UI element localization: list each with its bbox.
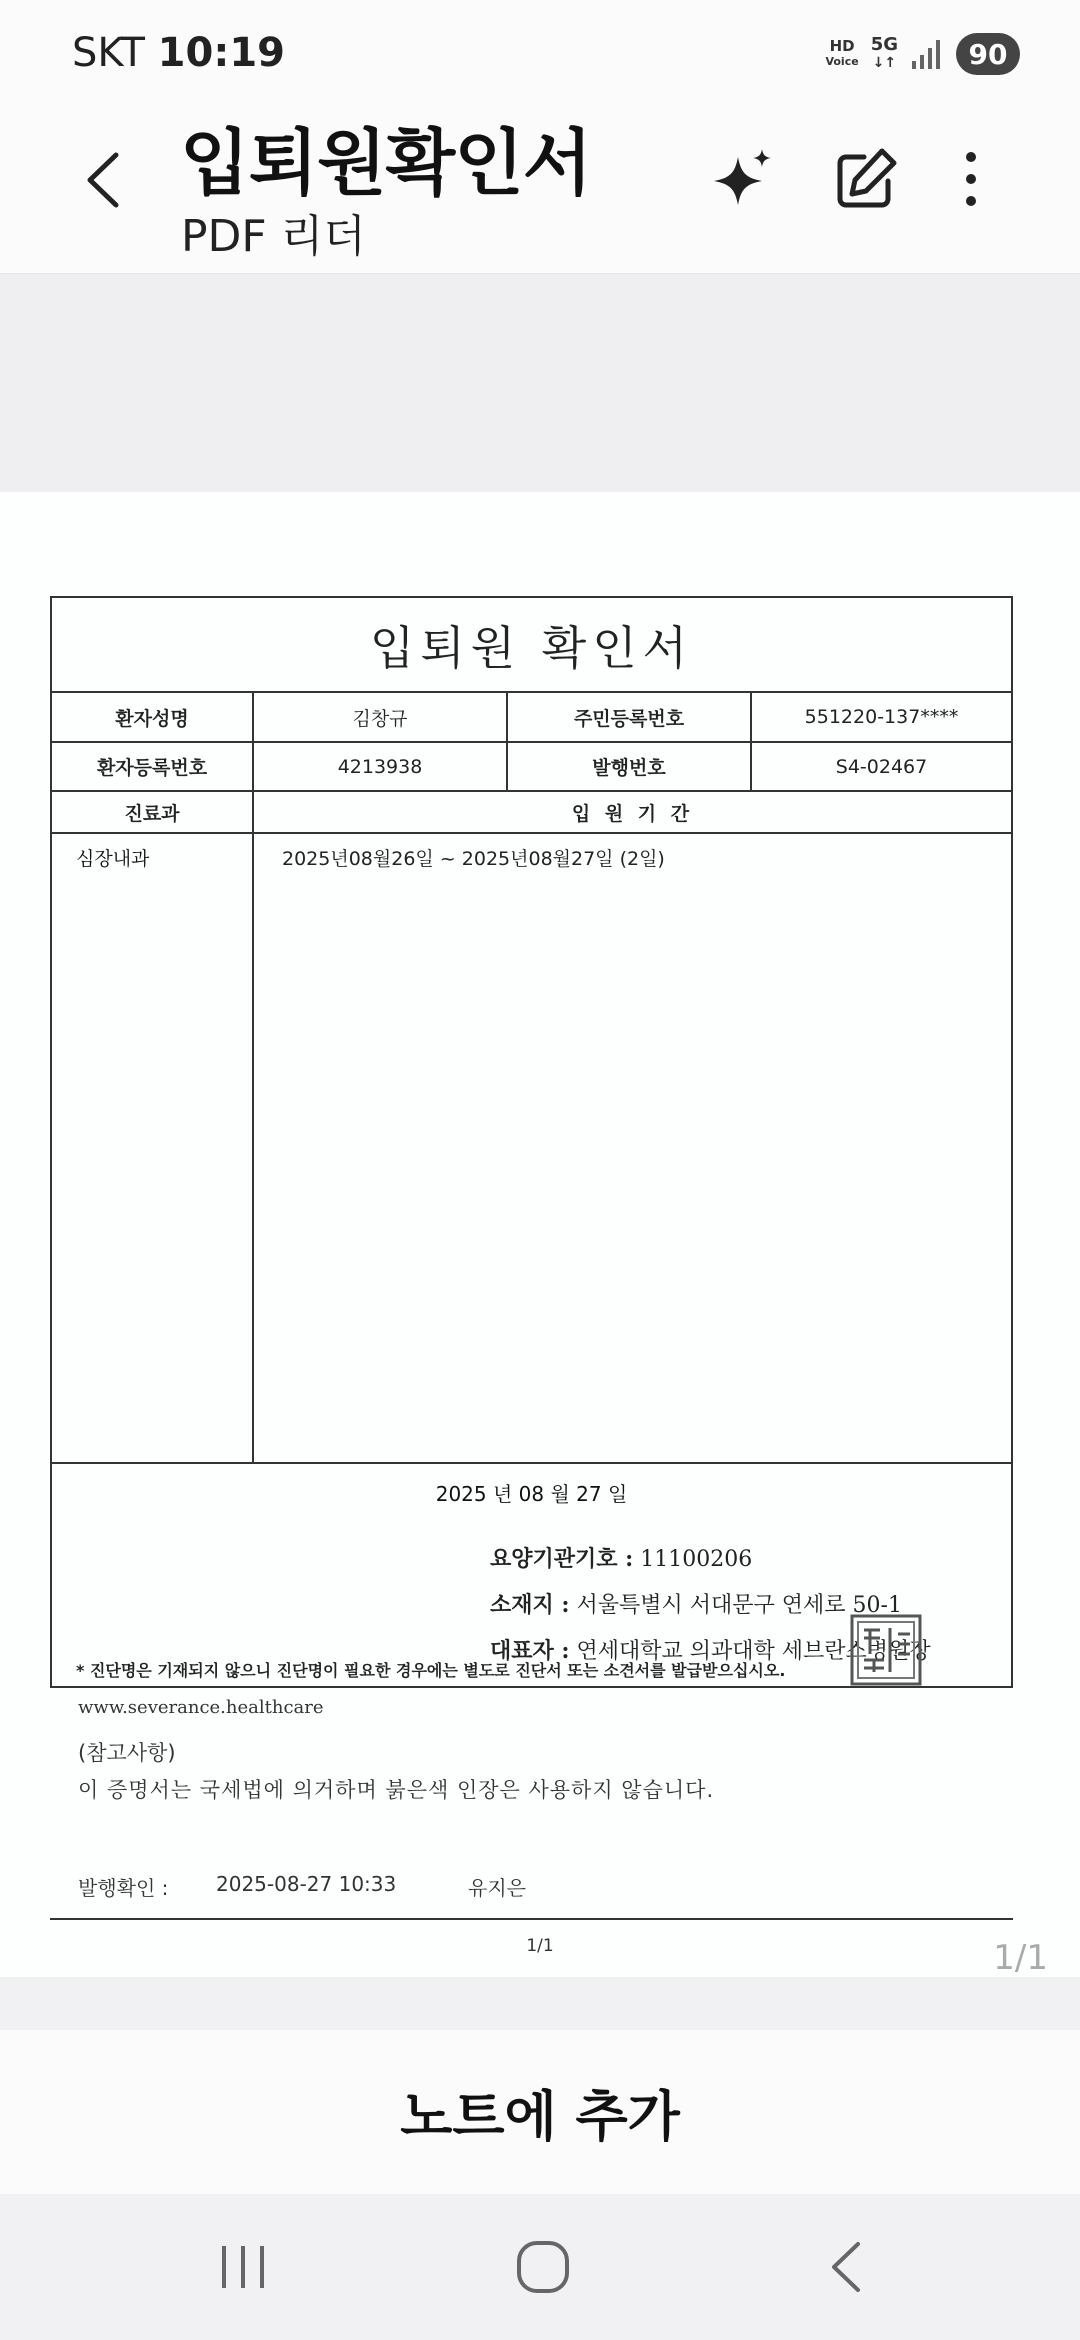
back-icon[interactable]: [70, 145, 140, 215]
label-admission-period: 입 원 기 간: [571, 802, 694, 825]
institution-code-value: 11100206: [640, 1547, 753, 1572]
issue-datetime: 2025-08-27 10:33: [216, 1872, 397, 1896]
diagnosis-footnote: * 진단명은 기재되지 않으니 진단명이 필요한 경우에는 별도로 진단서 또는 소견서를 발급받으십시오.: [76, 1661, 786, 1680]
label-patient-reg-number: 환자등록번호: [52, 743, 254, 790]
certificate-title: 입퇴원 확인서: [52, 598, 1011, 693]
value-department: 심장내과: [52, 834, 254, 1462]
app-subtitle: PDF 리더: [181, 211, 366, 262]
value-admission-period: 2025년08월26일 ~ 2025년08월27일 (2일): [282, 848, 665, 870]
form-row-patient: [52, 693, 1011, 743]
address-label: 소재지 :: [490, 1592, 570, 1618]
recent-apps-icon[interactable]: [208, 2232, 278, 2302]
status-carrier: [72, 30, 285, 76]
official-seal-icon: [850, 1614, 922, 1686]
network-5g-icon: 5G ↓↑: [870, 34, 898, 71]
ai-sparkle-icon[interactable]: [708, 143, 780, 215]
label-department: 진료과: [52, 792, 254, 832]
label-patient-name: 환자성명: [52, 693, 254, 741]
certificate-date: 2025 년 08 월 27 일: [435, 1482, 628, 1506]
pdf-page-number: 1/1: [526, 1936, 554, 1956]
back-nav-icon[interactable]: [812, 2232, 882, 2302]
hd-label: HD: [829, 37, 855, 55]
page-divider: [50, 1918, 1013, 1920]
battery-icon: [956, 33, 1020, 75]
form-row-headers: [52, 792, 1011, 834]
reference-title: (참고사항): [78, 1741, 176, 1765]
carrier-label: SKT: [72, 30, 145, 76]
certificate-form: [50, 596, 1013, 1688]
viewer-background: [0, 274, 1080, 492]
add-to-note-button[interactable]: 노트에 추가: [0, 2030, 1080, 2194]
signal-icon: [910, 37, 944, 71]
institution-code-label: 요양기관기호 :: [490, 1546, 634, 1572]
more-options-icon[interactable]: [935, 143, 1007, 215]
issuer-name: 유지은: [468, 1876, 526, 1900]
label-issue-number: 발행번호: [508, 743, 752, 790]
clock: 10:19: [157, 30, 285, 76]
app-header: [0, 105, 1080, 274]
form-row-registration: [52, 743, 1011, 792]
home-icon[interactable]: [508, 2232, 578, 2302]
hd-voice-icon: [825, 39, 858, 69]
value-patient-reg-number: 4213938: [254, 743, 508, 790]
address-value: 서울특별시 서대문구 연세로 50-1: [576, 1593, 902, 1618]
status-icons: [825, 32, 1020, 76]
document-title: 입퇴원확인서: [180, 121, 592, 205]
institution-address: [490, 1588, 902, 1619]
value-patient-name: 김창규: [254, 693, 508, 741]
value-resident-number: 551220-137****: [804, 706, 959, 728]
battery-level: 90: [968, 37, 1008, 71]
network-label: 5G: [870, 34, 898, 55]
navigation-bar: [0, 2194, 1080, 2340]
status-bar: [0, 0, 1080, 105]
issue-confirmation-label: 발행확인 :: [78, 1876, 169, 1900]
form-row-content: [52, 834, 1011, 1464]
edit-icon[interactable]: [830, 143, 902, 215]
label-resident-number: 주민등록번호: [508, 693, 752, 741]
pdf-page[interactable]: [0, 492, 1080, 1977]
value-issue-number: S4-02467: [835, 755, 928, 778]
page-indicator: 1/1: [993, 1938, 1048, 1978]
hospital-url: www.severance.healthcare: [78, 1697, 324, 1718]
representative-label: 대표자 :: [490, 1638, 570, 1664]
voice-label: Voice: [825, 55, 859, 68]
institution-code: [490, 1542, 752, 1573]
representative-value: 연세대학교 의과대학 세브란스병원장: [576, 1639, 931, 1664]
reference-text: 이 증명서는 국세법에 의거하며 붉은색 인장은 사용하지 않습니다.: [78, 1778, 715, 1802]
